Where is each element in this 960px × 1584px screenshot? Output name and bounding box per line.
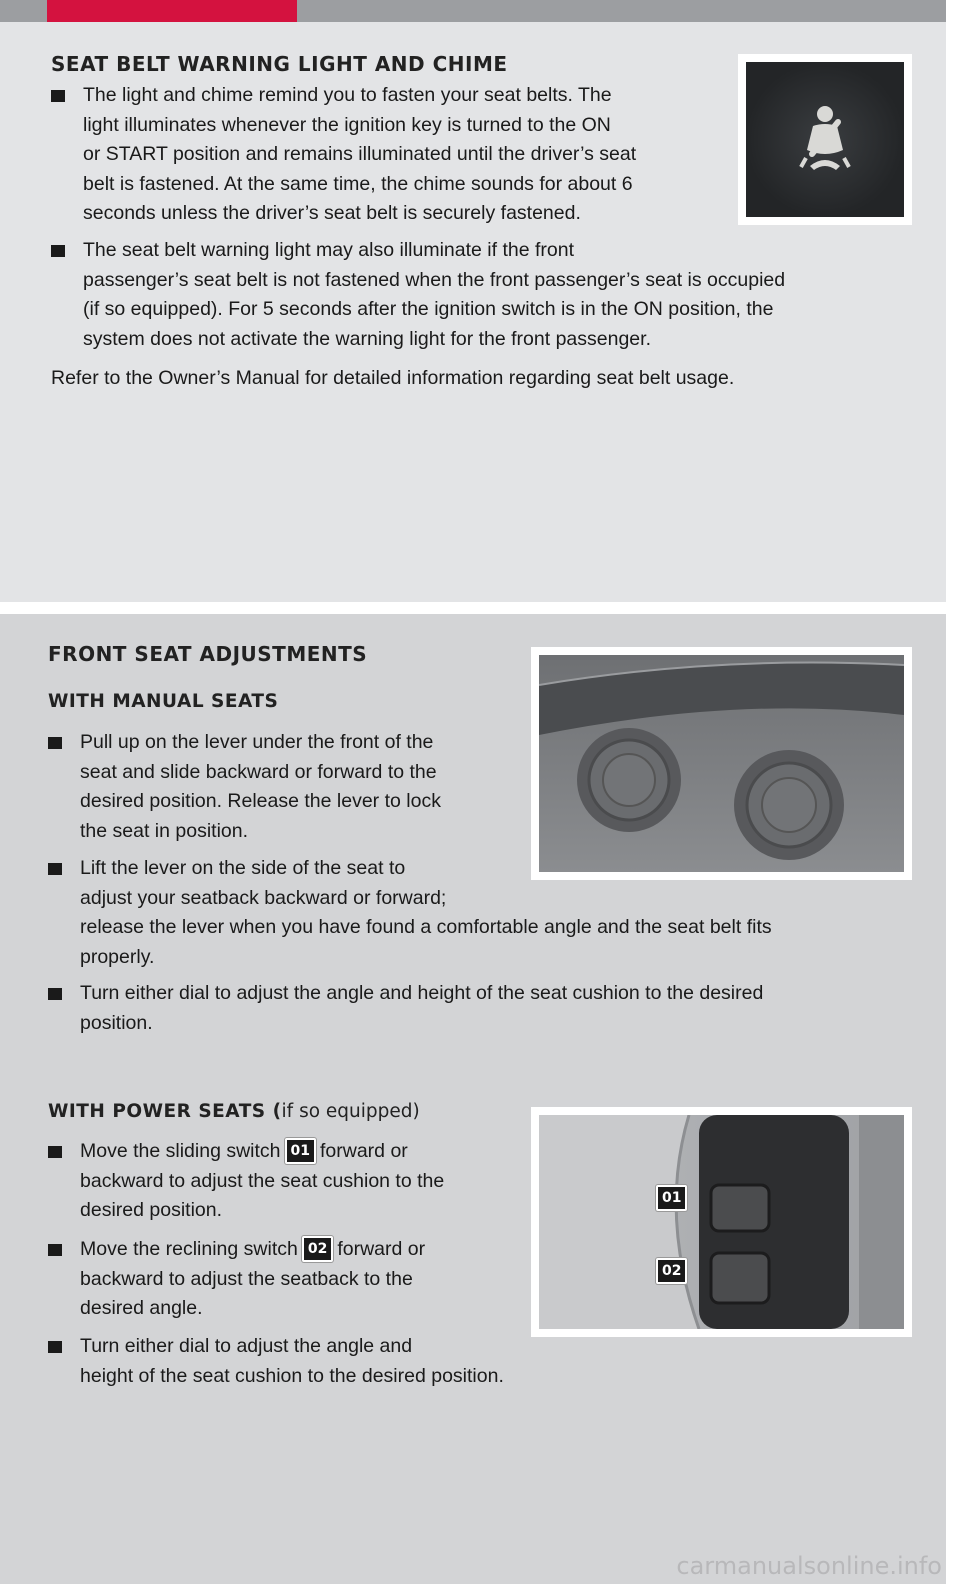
power-seats-title: WITH POWER SEATS ( — [48, 1101, 282, 1122]
bullet-square-icon — [51, 90, 65, 102]
seat-dial-icon — [539, 655, 904, 872]
text-line: position. — [80, 1011, 153, 1034]
text-line: or START position and remains illuminated until the driver’s seat — [83, 143, 637, 165]
text-line: The seat belt warning light may also illuminate if the front — [83, 239, 574, 261]
bullet-square-icon — [48, 988, 62, 1000]
manual-seats-subheading: WITH MANUAL SEATS — [48, 691, 279, 712]
text-line: desired position. — [80, 1199, 223, 1221]
photo-label-01: 01 — [656, 1185, 687, 1211]
text-line: system does not activate the warning light for the front passenger. — [83, 327, 651, 350]
power-bullet-2 — [48, 1235, 518, 1324]
text-line: Lift the lever on the side of the seat to — [80, 857, 406, 879]
power-bullet-1 — [48, 1137, 518, 1226]
seat-belt-heading: SEAT BELT WARNING LIGHT AND CHIME — [51, 52, 508, 76]
text-line: desired angle. — [80, 1297, 203, 1319]
text-line: backward to adjust the seatback to the — [80, 1267, 413, 1290]
bullet-square-icon — [48, 737, 62, 749]
bullet-square-icon — [48, 863, 62, 875]
text-segment: Move the reclining switch — [80, 1238, 298, 1260]
manual-bullet-1 — [48, 728, 518, 846]
accent-tab — [47, 0, 297, 22]
text-line: backward to adjust the seat cushion to the — [80, 1169, 445, 1192]
photo-label-02: 02 — [656, 1258, 687, 1284]
text-line — [80, 1235, 518, 1265]
text-line: seconds unless the driver’s seat belt is securely fastened. — [83, 202, 581, 224]
section-divider — [0, 602, 946, 614]
power-seat-switch-photo — [531, 1107, 912, 1337]
watermark: carmanualsonline.info — [676, 1552, 942, 1580]
text-line — [80, 1137, 518, 1167]
text-segment: forward or — [320, 1140, 408, 1162]
seat-belt-note: Refer to the Owner’s Manual for detailed information regarding seat belt usage. — [51, 367, 735, 389]
text-segment: forward or — [337, 1238, 426, 1260]
top-bar — [0, 0, 946, 22]
seat-belt-warning-icon — [746, 62, 904, 217]
text-line: the seat in position. — [80, 819, 249, 842]
text-line: seat and slide backward or forward to the — [80, 760, 437, 783]
seat-belt-bullet-1 — [51, 81, 711, 229]
seat-belt-bullet-2 — [51, 236, 931, 354]
text-line: belt is fastened. At the same time, the chime sounds for about 6 — [83, 172, 633, 195]
text-line: properly. — [80, 945, 155, 968]
bullet-square-icon — [51, 245, 65, 257]
text-line: Turn either dial to adjust the angle and height of the seat cushion to the desired — [80, 982, 764, 1004]
text-line: Turn either dial to adjust the angle and — [80, 1335, 413, 1357]
bullet-square-icon — [48, 1146, 62, 1158]
power-bullet-3 — [48, 1332, 668, 1391]
text-line: light illuminates whenever the ignition key is turned to the ON — [83, 113, 611, 136]
text-line: passenger’s seat belt is not fastened when the front passenger’s seat is occupied — [83, 268, 786, 291]
manual-seat-dials-photo — [531, 647, 912, 880]
manual-bullet-3 — [48, 979, 928, 1038]
text-line: adjust your seatback backward or forward; — [80, 886, 447, 909]
text-line: Pull up on the lever under the front of the — [80, 731, 434, 753]
bullet-square-icon — [48, 1244, 62, 1256]
text-line: height of the seat cushion to the desired position. — [80, 1364, 504, 1387]
text-segment: Move the sliding switch — [80, 1140, 281, 1162]
text-line: (if so equipped). For 5 seconds after the ignition switch is in the ON position, the — [83, 298, 774, 320]
text-line: The light and chime remind you to fasten your seat belts. The — [83, 84, 612, 106]
switch-02-badge: 02 — [302, 1236, 333, 1262]
text-line: desired position. Release the lever to lock — [80, 790, 441, 812]
seat-belt-warning-photo — [738, 54, 912, 225]
power-seats-subheading — [48, 1101, 420, 1122]
power-seats-note: if so equipped) — [281, 1101, 420, 1122]
power-seat-switch-icon — [539, 1115, 904, 1329]
front-seat-heading: FRONT SEAT ADJUSTMENTS — [48, 642, 368, 666]
bullet-square-icon — [48, 1341, 62, 1353]
text-line: release the lever when you have found a comfortable angle and the seat belt fits — [80, 916, 772, 938]
switch-01-badge: 01 — [285, 1138, 316, 1164]
